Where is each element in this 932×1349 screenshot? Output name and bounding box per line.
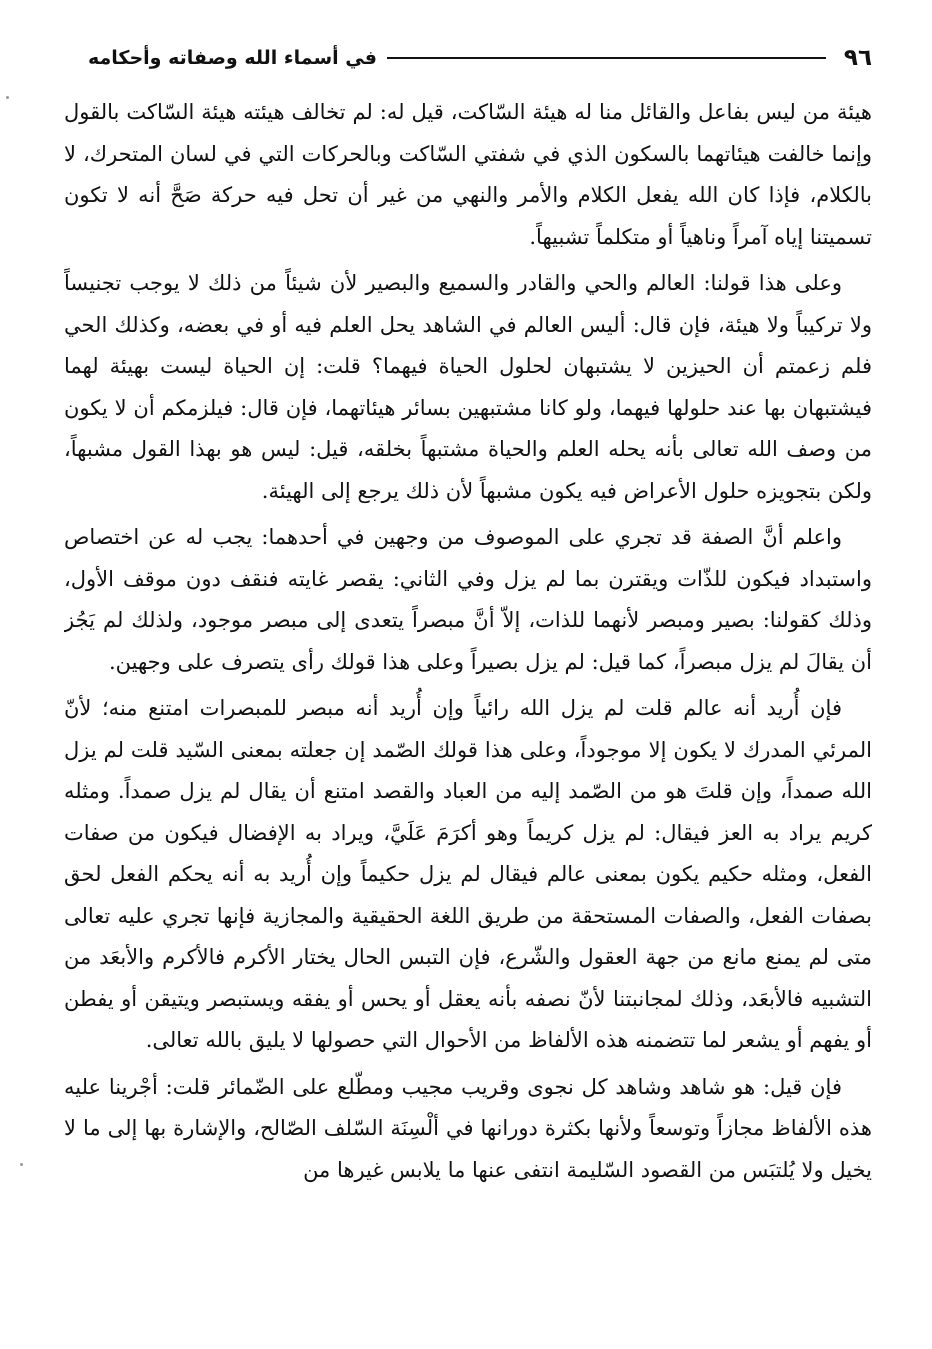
scan-speck: [6, 96, 9, 99]
paragraph: فإن أُريد أنه عالم قلت لم يزل الله رائياً وإن أُريد أنه مبصر للمبصرات امتنع منه؛ لأنّ المرئي المدرك لا يكون إلا موجوداً، وعلى هذا قولك الصّمد إن جعلته بمعنى السّيد قلت لم يزل الله صمداً، وإن قلتَ هو من الصّمد إليه من العباد والقصد امتنع أن يقال لم يزل صمداً. ومثله كريم يراد به العز فيقال: لم يزل كريماً وهو أكرَمَ عَلَيَّ، ويراد به الإفضال فيكون من صفات الفعل، ومثله حكيم يكون بمعنى عالم فيقال لم يزل حكيماً وإن أُريد به أنه يحكم الفعل لحق بصفات الفعل، والصفات المستحقة من طريق اللغة الحقيقية والمجازية فإنها تجري عليه تعالى متى لم يمنع مانع من جهة العقول والشّرع، فإن التبس الحال يختار الأكرم فالأكرم والأبعَد من التشبيه فالأبعَد، وذلك لمجانبتنا لأنّ نصفه بأنه يعقل أو يحس أو يفقه ويستبصر ويتيقن أو يفطن أو يفهم أو يشعر لما تتضمنه هذه الألفاظ من الأحوال التي حصولها لا يليق بالله تعالى.: [64, 696, 872, 1052]
paragraph: هيئة من ليس بفاعل والقائل منا له هيئة السّاكت، قيل له: لم تخالف هيئته هيئة السّاكت بالقول وإنما خالفت هيئاتهما بالسكون الذي في شفتي السّاكت وبالحركات التي في لسان المتحرك، لا بالكلام، فإذا كان الله يفعل الكلام والأمر والنهي من غير أن تحل فيه حركة صَحَّ أنه لا تكون تسميتنا إياه آمراً وناهياً أو متكلماً تشبيهاً.: [64, 100, 872, 249]
running-title: في أسماء الله وصفاته وأحكامه: [88, 47, 377, 69]
page-number: ٩٦: [843, 45, 872, 71]
header-rule: [387, 57, 826, 59]
scan-speck: [20, 1163, 23, 1166]
paragraph: واعلم أنَّ الصفة قد تجري على الموصوف من وجهين في أحدهما: يجب له عن اختصاص واستبداد فيكون للذّات ويقترن بما لم يزل وفي الثاني: يقصر غايته فنقف دون موقف الأول، وذلك كقولنا: بصير ومبصر لأنهما للذات، إلاّ أنَّ مبصراً يتعدى إلى مبصر موجود، ولذلك لم يَجُز أن يقالَ لم يزل مبصراً، كما قيل: لم يزل بصيراً وعلى هذا قولك رأى يتصرف على وجهين.: [64, 525, 872, 674]
body-text: [64, 92, 872, 1332]
paragraph: فإن قيل: هو شاهد وشاهد كل نجوى وقريب مجيب ومطّلع على الضّمائر قلت: أجْرينا عليه هذه الألفاظ مجازاً وتوسعاً ولأنها بكثرة دورانها في ألْسِنَة السّلف الصّالح، والإشارة بها إلى ما لا يخيل ولا يُلتبَس من القصود السّليمة انتفى عنها ما يلابس غيرها من: [64, 1074, 872, 1182]
paragraph: وعلى هذا قولنا: العالم والحي والقادر والسميع والبصير لأن شيئاً من ذلك لا يوجب تجنيساً ولا تركيباً ولا هيئة، فإن قال: أليس العالم في الشاهد يحل العلم فيه أو في بعضه، وكذلك الحي فلم زعمتم أن الحيزين لا يشتبهان لحلول الحياة فيهما؟ قلت: إن الحياة ليست بهيئة لهما فيشتبهان بها عند حلولها فيهما، ولو كانا مشتبهين بسائر هيئاتهما، فإن قال: فيلزمكم أن لا يكون من وصف الله تعالى بأنه يحله العلم والحياة مشتبهاً بخلقه، قيل: ليس هو بهذا القول مشبهاً، ولكن بتجويزه حلول الأعراض فيه يكون مشبهاً لأن ذلك يرجع إلى الهيئة.: [64, 271, 872, 503]
running-header: [88, 40, 872, 76]
